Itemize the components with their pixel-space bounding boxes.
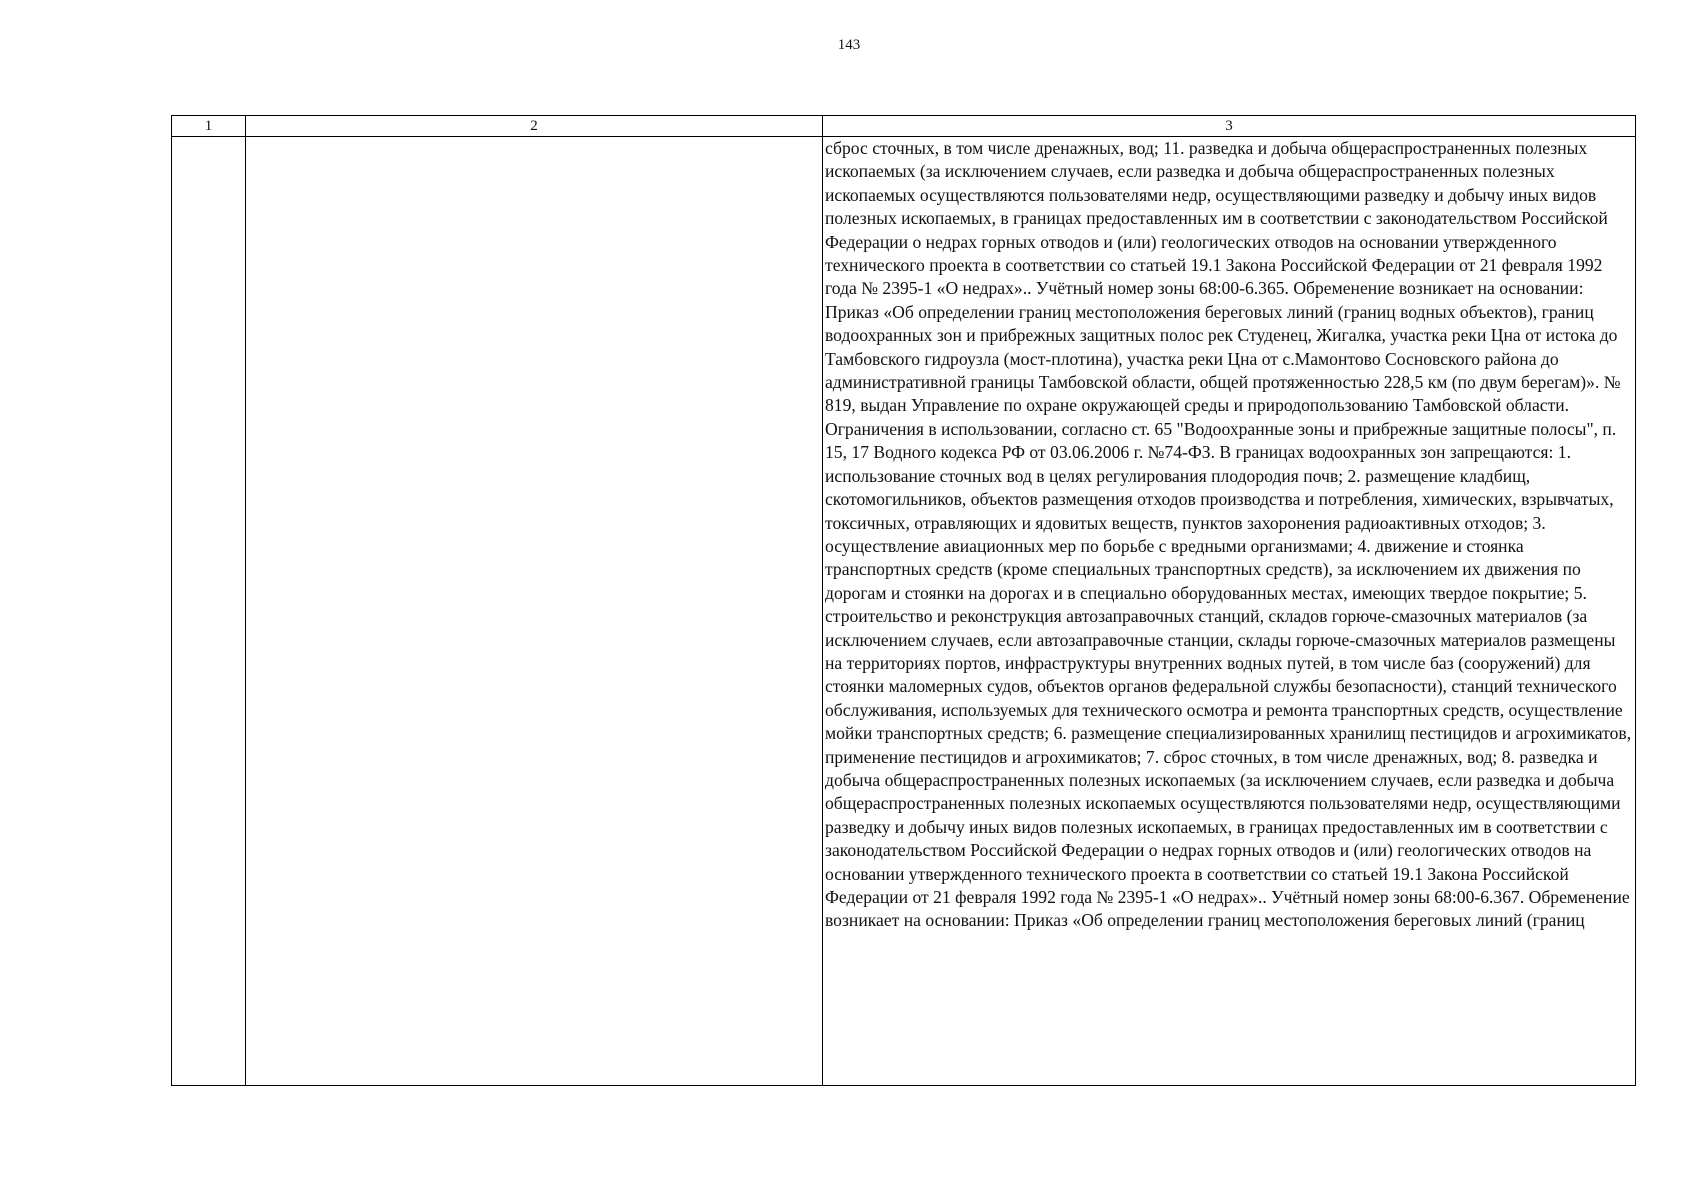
cell-col-1 — [172, 137, 246, 1086]
table-header — [172, 116, 1636, 137]
column-header-2: 2 — [246, 116, 823, 137]
restriction-text — [823, 137, 1635, 933]
page-number: 143 — [837, 37, 861, 53]
cell-col-2 — [246, 137, 823, 1086]
table-row — [172, 137, 1636, 1086]
document-table — [171, 115, 1636, 1086]
header-row — [172, 116, 1636, 137]
column-header-1: 1 — [172, 116, 246, 137]
restriction-paragraph-2: Ограничения в использовании, согласно ст. 65 "Водоохранные зоны и прибрежные защитные полосы", п. 15, 17 Водного кодекса РФ от 03.06.2006 г. №74-ФЗ. В границах водоохранных зон запрещаются: 1. использование сточных вод в целях регулирования плодородия почв; 2. размещение кладбищ, скотомогильников, объектов размещения отходов производства и потребления, химических, взрывчатых, токсичных, отравляющих и ядовитых веществ, пунктов захоронения радиоактивных отходов; 3. осуществление авиационных мер по борьбе с вредными организмами; 4. движение и стоянка транспортных средств (кроме специальных транспортных средств), за исключением их движения по дорогам и стоянки на дорогах и в специально оборудованных местах, имеющих твердое покрытие; 5. строительство и реконструкция автозаправочных станций, складов горюче-смазочных материалов (за исключением случаев, если автозаправочные станции, склады горюче-смазочных материалов размещены на территориях портов, инфраструктуры внутренних водных путей, в том числе баз (сооружений) для стоянки маломерных судов, объектов органов федеральной службы безопасности), станций технического обслуживания, используемых для технического осмотра и ремонта транспортных средств, осуществление мойки транспортных средств; 6. размещение специализированных хранилищ пестицидов и агрохимикатов, применение пестицидов и агрохимикатов; 7. сброс сточных, в том числе дренажных, вод; 8. разведка и добыча общераспространенных полезных ископаемых (за исключением случаев, если разведка и добыча общераспространенных полезных ископаемых осуществляются пользователями недр, осуществляющими разведку и добычу иных видов полезных ископаемых, в границах предоставленных им в соответствии с законодательством Российской Федерации о недрах горных отводов и (или) геологических отводов на основании утвержденного технического проекта в соответствии со статьей 19.1 Закона Российской Федерации от 21 февраля 1992 года № 2395-1 «О недрах».. Учётный номер зоны 68:00-6.367. Обременение возникает на основании: Приказ «Об определении границ местоположения береговых линий (границ — [825, 418, 1632, 931]
restriction-paragraph-1: сброс сточных, в том числе дренажных, вод; 11. разведка и добыча общераспространенных полезных ископаемых (за исключением случаев, если разведка и добыча общераспространенных полезных ископаемых осуществляются пользователями недр, осуществляющими разведку и добычу иных видов полезных ископаемых, в границах предоставленных им в соответствии с законодательством Российской Федерации о недрах горных отводов и (или) геологических отводов на основании утвержденного технического проекта в соответствии со статьей 19.1 Закона Российской Федерации от 21 февраля 1992 года № 2395-1 «О недрах».. Учётный номер зоны 68:00-6.365. Обременение возникает на основании: Приказ «Об определении границ местоположения береговых линий (границ водных объектов), границ водоохранных зон и прибрежных защитных полос рек Студенец, Жигалка, участка реки Цна от истока до Тамбовского гидроузла (мост-плотина), участка реки Цна от с.Мамонтово Сосновского района до административной границы Тамбовской области, общей протяженностью 228,5 км (по двум берегам)». № 819, выдан Управление по охране окружающей среды и природопользованию Тамбовской области. — [825, 138, 1621, 416]
cell-col-3 — [823, 137, 1636, 1086]
table-body — [172, 137, 1636, 1086]
column-header-3: 3 — [823, 116, 1636, 137]
